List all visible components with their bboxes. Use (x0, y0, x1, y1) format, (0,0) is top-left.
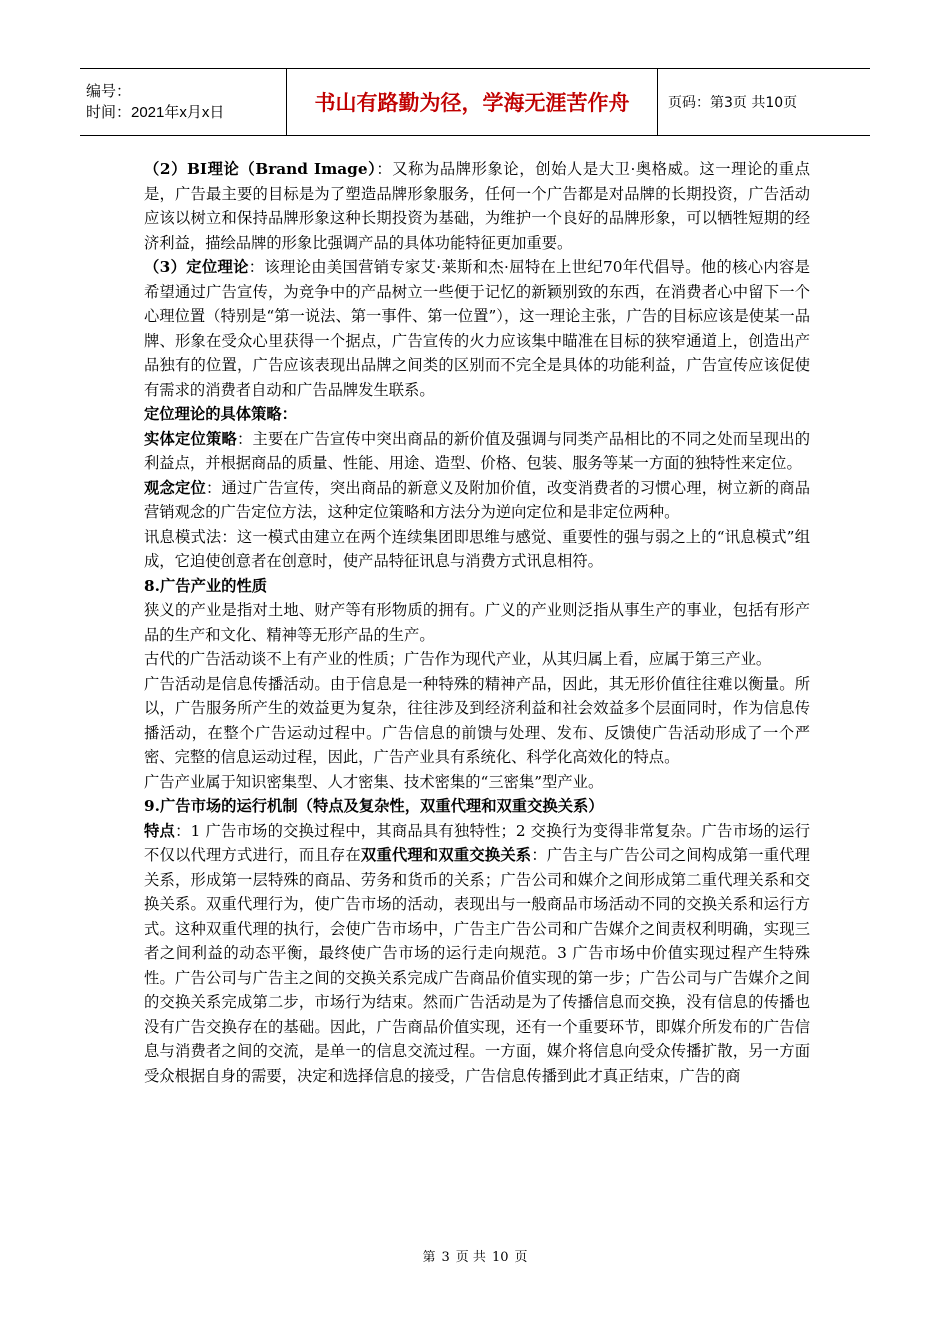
paragraph-text: 古代的广告活动谈不上有产业的性质；广告作为现代产业，从其归属上看，应属于第三产业。 (144, 650, 772, 668)
page-header (80, 68, 870, 136)
header-page-info: 页码：第3页 共10页 (668, 95, 798, 111)
paragraph-text: ：又称为品牌形象论，创始人是大卫·奥格威。这一理论的重点是，广告最主要的目标是为了塑造品牌形象服务，任何一个广告都是对品牌的长期投资，广告活动应该以树立和保持品牌形象这种长期投资为基础，为维护一个良好的品牌形象，可以牺牲短期的经济利益，描绘品牌的形象比强调产品的具体功能特征更加重要。 (144, 160, 810, 252)
paragraph-text: ：通过广告宣传，突出商品的新意义及附加价值，改变消费者的习惯心理，树立新的商品营销观念的广告定位方法，这种定位策略和方法分为逆向定位和是非定位两种。 (144, 478, 810, 521)
paragraph-text: ：主要在广告宣传中突出商品的新价值及强调与同类产品相比的不同之处而呈现出的利益点，并根据商品的质量、性能、用途、造型、价格、包装、服务等某一方面的独特性来定位。 (144, 429, 810, 472)
paragraph-lead: （2）BI理论（Brand Image） (144, 160, 377, 178)
footer-total-pages: 10 (491, 1250, 509, 1265)
paragraph (144, 770, 810, 795)
paragraph (144, 672, 810, 770)
paragraph-text: ：该理论由美国营销专家艾·莱斯和杰·屈特在上世纪70年代倡导。他的核心内容是希望通过广告宣传，为竞争中的产品树立一些便于记忆的新颖别致的东西，在消费者心中留下一个心理位置（特别是“第一说法、第一事件、第一位置”），这一理论主张，广告的目标应该是使某一品牌、形象在受众心里获得一个据点，广告宣传的火力应该集中瞄准在目标的狭窄通道上，创造出产品独有的位置，广告应该表现出品牌之间类的区别而不完全是具体的功能利益，广告宣传应该促使有需求的消费者自动和广告品牌发生联系。 (144, 258, 810, 399)
document-date: 时间：2021年x月x日 (86, 104, 225, 121)
paragraph-lead: 特点 (144, 821, 176, 840)
paragraph-lead: 观念定位 (144, 478, 206, 497)
section-heading (144, 402, 810, 427)
paragraph-lead: 9.广告市场的运行机制（特点及复杂性，双重代理和双重交换关系） (144, 797, 604, 815)
footer-prefix: 第 (422, 1250, 436, 1265)
paragraph-text: ：广告主与广告公司之间构成第一重代理关系，形成第一层特殊的商品、劳务和货币的关系；广告公司和媒介之间形成第二重代理关系和交换关系。双重代理行为，使广告市场的活动，表现出与一般商品市场活动不同的交换关系和运行方式。这种双重代理的执行，会使广告市场中，广告主广告公司和广告媒介之间责权利明确，实现三者之间利益的动态平衡，最终使广告市场的运行走向规范。3 广告市场中价值实现过程产生特殊性。广告公司与广告主之间的交换关系完成广告商品价值实现的第一步；广告公司与广告媒介之间的交换关系完成第二步，市场行为结束。然而广告活动是为了传播信息而交换，没有信息的传播也没有广告交换存在的基础。因此，广告商品价值实现，还有一个重要环节，即媒介所发布的广告信息与消费者之间的交流，是单一的信息交流过程。一方面，媒介将信息向受众传播扩散，另一方面受众根据自身的需要，决定和选择信息的接受，广告信息传播到此才真正结束，广告的商 (144, 846, 810, 1085)
paragraph-text: 广告活动是信息传播活动。由于信息是一种特殊的精神产品，因此，其无形价值往往难以衡量。所以，广告服务所产生的效益更为复杂，往往涉及到经济利益和社会效益多个层面同时，作为信息传播活动，在整个广告运动过程中。广告信息的前馈与处理、发布、反馈使广告活动形成了一个严密、完整的信息运动过程，因此，广告产业具有系统化、科学化高效化的特点。 (144, 674, 810, 766)
paragraph (144, 647, 810, 672)
paragraph-text: 狭义的产业是指对土地、财产等有形物质的拥有。广义的产业则泛指从事生产的事业，包括有形产品的生产和文化、精神等无形产品的生产。 (144, 601, 810, 644)
paragraph-text: 广告产业属于知识密集型、人才密集、技术密集的“三密集”型产业。 (144, 772, 604, 791)
page-footer (0, 1246, 950, 1265)
footer-mid: 页 共 (455, 1250, 486, 1265)
header-motto: 书山有路勤为径，学海无涯苦作舟 (287, 69, 658, 135)
paragraph-lead: （3）定位理论 (144, 258, 249, 276)
paragraph-text: ：1 广告市场的交换过程中，其商品具有独特性；2 交换行为变得非常复杂。广告市场的运行不仅以代理方式进行，而且存在 (144, 821, 810, 864)
document-body (144, 157, 810, 1088)
paragraph (144, 427, 810, 476)
document-number-label: 编号： (86, 83, 132, 100)
paragraph-lead: 定位理论的具体策略： (144, 405, 297, 423)
paragraph (144, 476, 810, 525)
header-meta (80, 69, 287, 135)
paragraph-emphasis: 双重代理和双重交换关系 (360, 846, 532, 864)
paragraph-lead: 实体定位策略 (144, 429, 237, 448)
paragraph (144, 157, 810, 255)
paragraph (144, 525, 810, 574)
section-heading (144, 794, 810, 819)
paragraph (144, 255, 810, 402)
paragraph (144, 819, 810, 1089)
footer-page-number: 3 (441, 1250, 450, 1265)
paragraph-text: 讯息模式法：这一模式由建立在两个连续集团即思维与感觉、重要性的强与弱之上的“讯息模式”组成，它迫使创意者在创意时，使产品特征讯息与消费方式讯息相符。 (144, 527, 810, 570)
paragraph (144, 598, 810, 647)
section-heading (144, 574, 810, 599)
paragraph-lead: 8.广告产业的性质 (144, 576, 268, 595)
footer-suffix: 页 (514, 1250, 528, 1265)
